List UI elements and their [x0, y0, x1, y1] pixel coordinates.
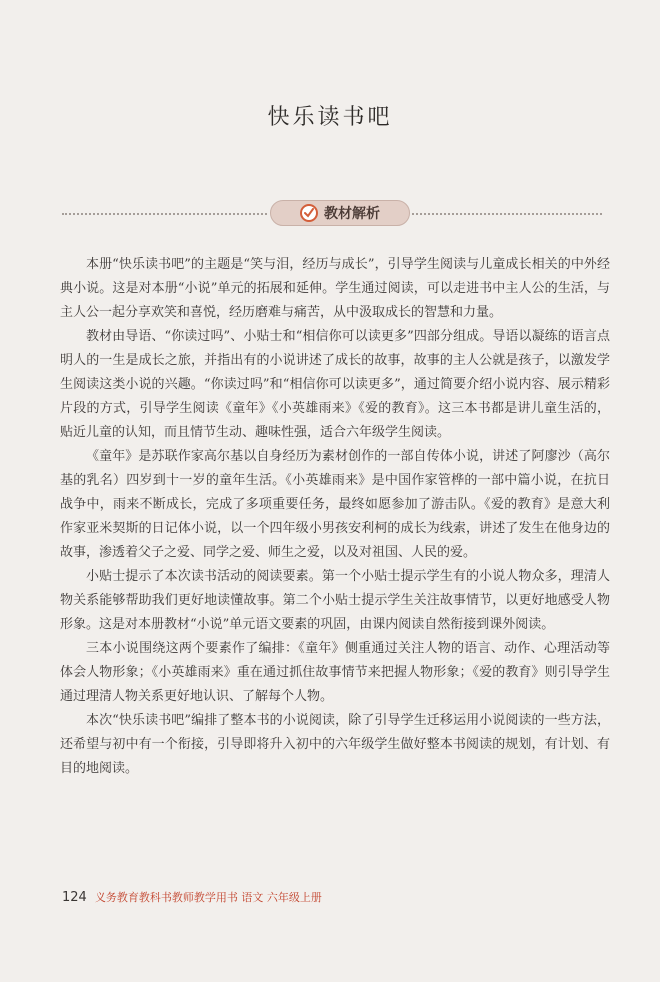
section-title: 教材解析 — [324, 206, 380, 222]
section-header — [62, 200, 602, 228]
paragraph: 本册“快乐读书吧”的主题是“笑与泪，经历与成长”，引导学生阅读与儿童成长相关的中外经典小说。这是对本册“小说”单元的拓展和延伸。学生通过阅读，可以走进书中主人公的生活，与主人公一起分享欢笑和喜悦，经历磨难与痛苦，从中汲取成长的智慧和力量。 — [60, 257, 610, 320]
page-title: 快乐读书吧 — [267, 105, 393, 130]
paragraph: 本次“快乐读书吧”编排了整本书的小说阅读，除了引导学生迁移运用小说阅读的一些方法，还希望与初中有一个衔接，引导即将升入初中的六年级学生做好整本书阅读的规划，有计划、有目的地阅读。 — [60, 713, 610, 776]
book-title: 义务教育教科书教师教学用书 语文 六年级上册 — [94, 891, 322, 904]
paragraph: 教材由导语、“你读过吗”、小贴士和“相信你可以读更多”四部分组成。导语以凝练的语言点明人的一生是成长之旅，并指出有的小说讲述了成长的故事，故事的主人公就是孩子，以激发学生阅读这类小说的兴趣。“你读过吗”和“相信你可以读更多”，通过简要介绍小说内容、展示精彩片段的方式，引导学生阅读《童年》《小英雄雨来》《爱的教育》。这三本书都是讲儿童生活的，贴近儿童的认知，而且情节生动、趣味性强，适合六年级学生阅读。 — [60, 329, 610, 440]
checkmark-circle-icon — [300, 204, 318, 222]
section-badge — [270, 200, 410, 226]
paragraph: 《童年》是苏联作家高尔基以自身经历为素材创作的一部自传体小说，讲述了阿廖沙（高尔基的乳名）四岁到十一岁的童年生活。《小英雄雨来》是中国作家管桦的一部中篇小说，在抗日战争中，雨来不断成长，完成了多项重要任务，最终如愿参加了游击队。《爱的教育》是意大利作家亚米契斯的日记体小说，以一个四年级小男孩安利柯的成长为线索，讲述了发生在他身边的故事，渗透着父子之爱、同学之爱、师生之爱，以及对祖国、人民的爱。 — [60, 449, 610, 560]
paragraph: 三本小说围绕这两个要素作了编排：《童年》侧重通过关注人物的语言、动作、心理活动等体会人物形象；《小英雄雨来》重在通过抓住故事情节来把握人物形象；《爱的教育》则引导学生通过理清人物关系更好地认识、了解每个人物。 — [60, 641, 610, 704]
page-number: 124 — [62, 890, 87, 905]
paragraph: 小贴士提示了本次读书活动的阅读要素。第一个小贴士提示学生有的小说人物众多，理清人物关系能够帮助我们更好地读懂故事。第二个小贴士提示学生关注故事情节，以更好地感受人物形象。这是对本册教材“小说”单元语文要素的巩固，由课内阅读自然衔接到课外阅读。 — [60, 569, 610, 632]
divider-right — [412, 213, 602, 215]
body-text — [60, 253, 610, 781]
divider-left — [62, 213, 267, 215]
page-footer — [62, 889, 322, 905]
